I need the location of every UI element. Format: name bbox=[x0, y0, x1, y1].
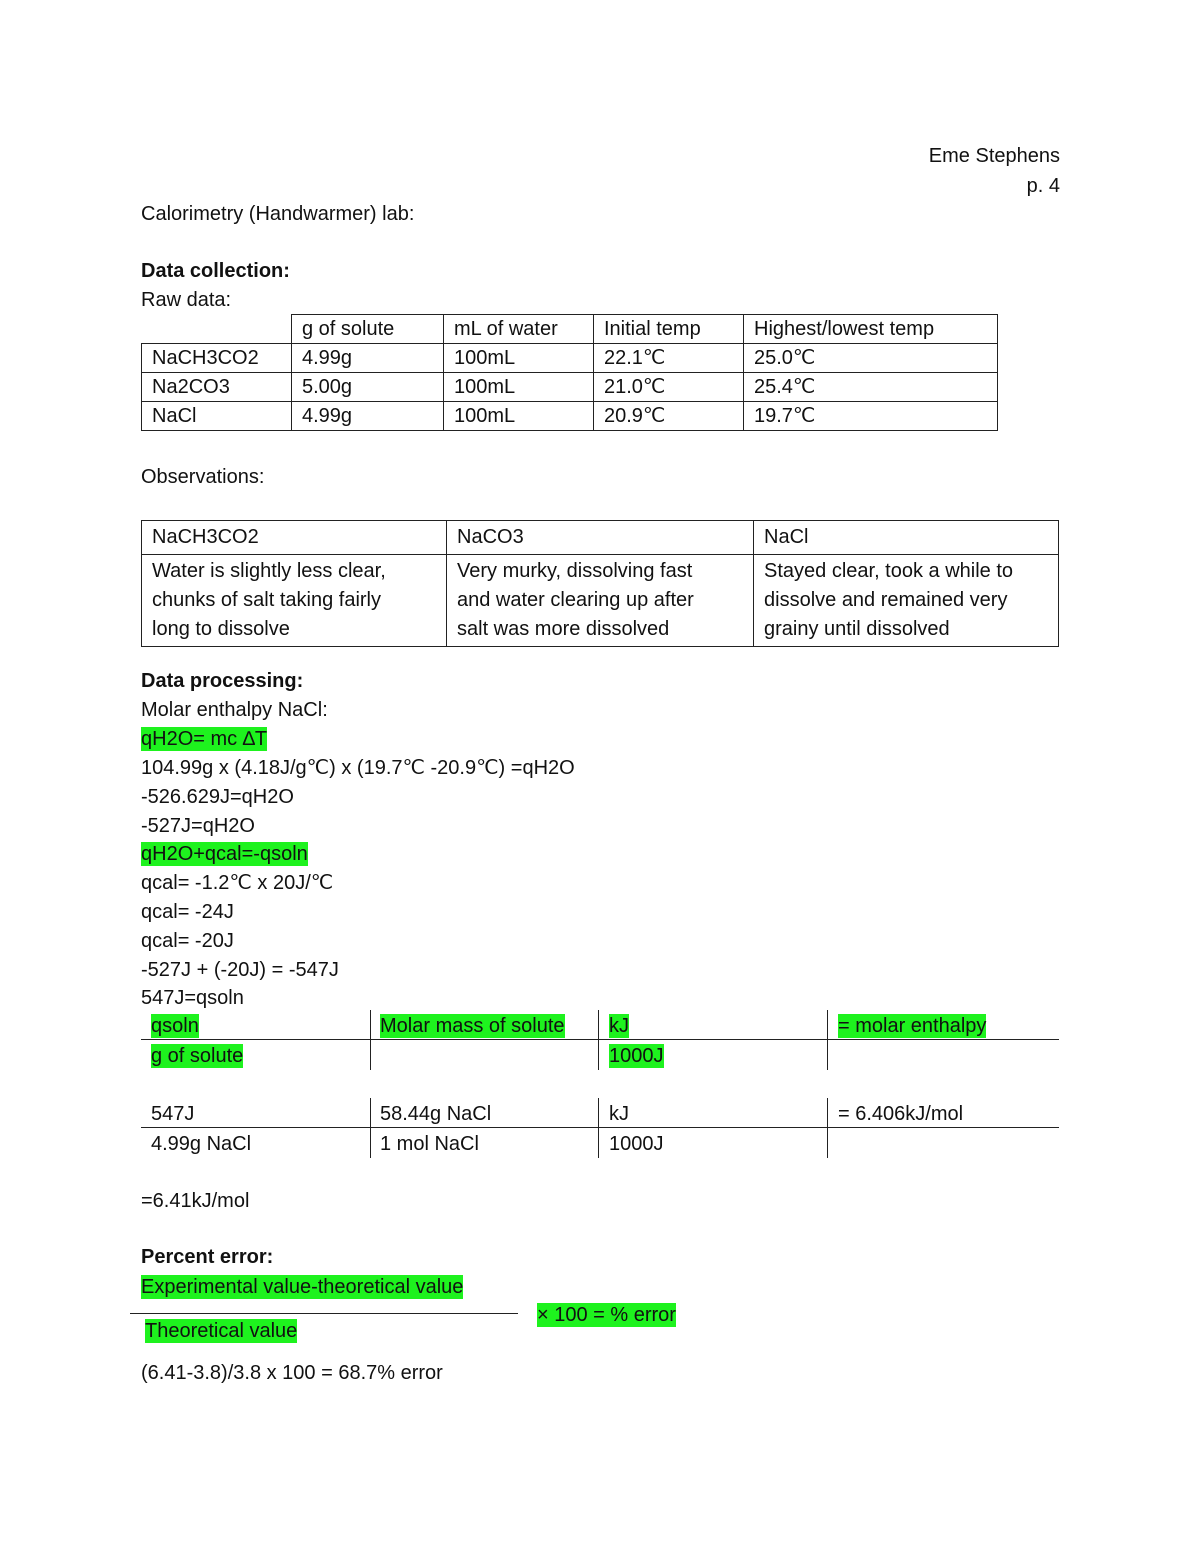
calc-line: 104.99g x (4.18J/g℃) x (19.7℃ -20.9℃) =qH2O bbox=[141, 757, 575, 779]
table-cell bbox=[447, 555, 754, 647]
table-row bbox=[142, 315, 998, 344]
table-header: NaCO3 bbox=[447, 521, 754, 555]
table-cell bbox=[142, 555, 447, 647]
grid-divider bbox=[370, 1010, 371, 1070]
molar-enthalpy-result: =6.41kJ/mol bbox=[141, 1190, 250, 1212]
table-cell: NaCH3CO2 bbox=[142, 344, 292, 373]
percent-error-calc: (6.41-3.8)/3.8 x 100 = 68.7% error bbox=[141, 1362, 443, 1384]
document-title: Calorimetry (Handwarmer) lab: bbox=[141, 203, 415, 225]
table-cell: 25.4℃ bbox=[744, 373, 998, 402]
calc-line: qcal= -20J bbox=[141, 930, 234, 952]
table-cell: 100mL bbox=[444, 373, 594, 402]
page-number: p. 4 bbox=[1026, 175, 1060, 197]
table-header: Initial temp bbox=[594, 315, 744, 344]
calc-line: qcal= -1.2℃ x 20J/℃ bbox=[141, 872, 334, 894]
table-cell: 4.99g bbox=[292, 344, 444, 373]
obs-line: and water clearing up after bbox=[457, 589, 694, 611]
calc-cell: 1 mol NaCl bbox=[380, 1133, 479, 1155]
calc-line: qcal= -24J bbox=[141, 901, 234, 923]
raw-data-label: Raw data: bbox=[141, 289, 232, 311]
calc-cell: 4.99g NaCl bbox=[151, 1133, 252, 1155]
percent-error-denominator: Theoretical value bbox=[145, 1320, 298, 1342]
calc-line: qH2O= mc ∆T bbox=[141, 728, 268, 750]
table-cell: 21.0℃ bbox=[594, 373, 744, 402]
fraction-bar bbox=[141, 1039, 1059, 1040]
grid-divider bbox=[598, 1010, 599, 1070]
table-header: NaCH3CO2 bbox=[142, 521, 447, 555]
data-collection-heading: Data collection: bbox=[141, 260, 290, 282]
table-cell: 5.00g bbox=[292, 373, 444, 402]
calc-cell: 547J bbox=[151, 1103, 195, 1125]
grid-divider bbox=[370, 1098, 371, 1158]
calc-cell: 1000J bbox=[609, 1133, 664, 1155]
formula-cell: 1000J bbox=[609, 1045, 664, 1067]
calc-cell: = 6.406kJ/mol bbox=[838, 1103, 964, 1125]
data-processing-heading: Data processing: bbox=[141, 670, 304, 692]
calc-line: qH2O+qcal=-qsoln bbox=[141, 843, 308, 865]
obs-line: chunks of salt taking fairly bbox=[152, 589, 381, 611]
obs-line: Stayed clear, took a while to bbox=[764, 560, 1014, 582]
percent-error-multiplier: × 100 = % error bbox=[537, 1304, 676, 1326]
percent-error-numerator: Experimental value-theoretical value bbox=[141, 1276, 464, 1298]
table-row bbox=[142, 555, 1059, 647]
obs-line: long to dissolve bbox=[152, 618, 290, 640]
table-header: mL of water bbox=[444, 315, 594, 344]
grid-divider bbox=[827, 1098, 828, 1158]
calc-line: 547J=qsoln bbox=[141, 987, 244, 1009]
table-row bbox=[142, 344, 998, 373]
table-cell bbox=[142, 315, 292, 344]
fraction-bar bbox=[130, 1313, 518, 1314]
table-cell bbox=[754, 555, 1059, 647]
table-cell: Na2CO3 bbox=[142, 373, 292, 402]
grid-divider bbox=[598, 1098, 599, 1158]
calc-line: -527J=qH2O bbox=[141, 815, 255, 837]
table-cell: 4.99g bbox=[292, 402, 444, 431]
table-cell: NaCl bbox=[142, 402, 292, 431]
author-name: Eme Stephens bbox=[928, 145, 1060, 167]
formula-cell: qsoln bbox=[151, 1015, 199, 1037]
obs-line: dissolve and remained very bbox=[764, 589, 1008, 611]
obs-line: salt was more dissolved bbox=[457, 618, 670, 640]
calc-line: -527J + (-20J) = -547J bbox=[141, 959, 339, 981]
grid-divider bbox=[827, 1010, 828, 1070]
table-row bbox=[142, 402, 998, 431]
formula-cell: kJ bbox=[609, 1015, 629, 1037]
calc-cell: kJ bbox=[609, 1103, 629, 1125]
observations-label: Observations: bbox=[141, 466, 265, 488]
observations-table bbox=[141, 520, 1059, 647]
table-cell: 100mL bbox=[444, 344, 594, 373]
obs-line: Very murky, dissolving fast bbox=[457, 560, 693, 582]
fraction-bar bbox=[141, 1127, 1059, 1128]
formula-cell: g of solute bbox=[151, 1045, 244, 1067]
table-header: NaCl bbox=[754, 521, 1059, 555]
table-header: Highest/lowest temp bbox=[744, 315, 998, 344]
table-cell: 19.7℃ bbox=[744, 402, 998, 431]
calc-cell: 58.44g NaCl bbox=[380, 1103, 492, 1125]
formula-cell: = molar enthalpy bbox=[838, 1015, 987, 1037]
raw-data-table bbox=[141, 314, 998, 431]
table-cell: 22.1℃ bbox=[594, 344, 744, 373]
formula-cell: Molar mass of solute bbox=[380, 1015, 565, 1037]
table-cell: 20.9℃ bbox=[594, 402, 744, 431]
table-row bbox=[142, 521, 1059, 555]
percent-error-heading: Percent error: bbox=[141, 1246, 274, 1268]
obs-line: grainy until dissolved bbox=[764, 618, 950, 640]
molar-enthalpy-subheading: Molar enthalpy NaCl: bbox=[141, 699, 328, 721]
table-header: g of solute bbox=[292, 315, 444, 344]
table-row bbox=[142, 373, 998, 402]
calc-line: -526.629J=qH2O bbox=[141, 786, 294, 808]
table-cell: 25.0℃ bbox=[744, 344, 998, 373]
obs-line: Water is slightly less clear, bbox=[152, 560, 386, 582]
table-cell: 100mL bbox=[444, 402, 594, 431]
